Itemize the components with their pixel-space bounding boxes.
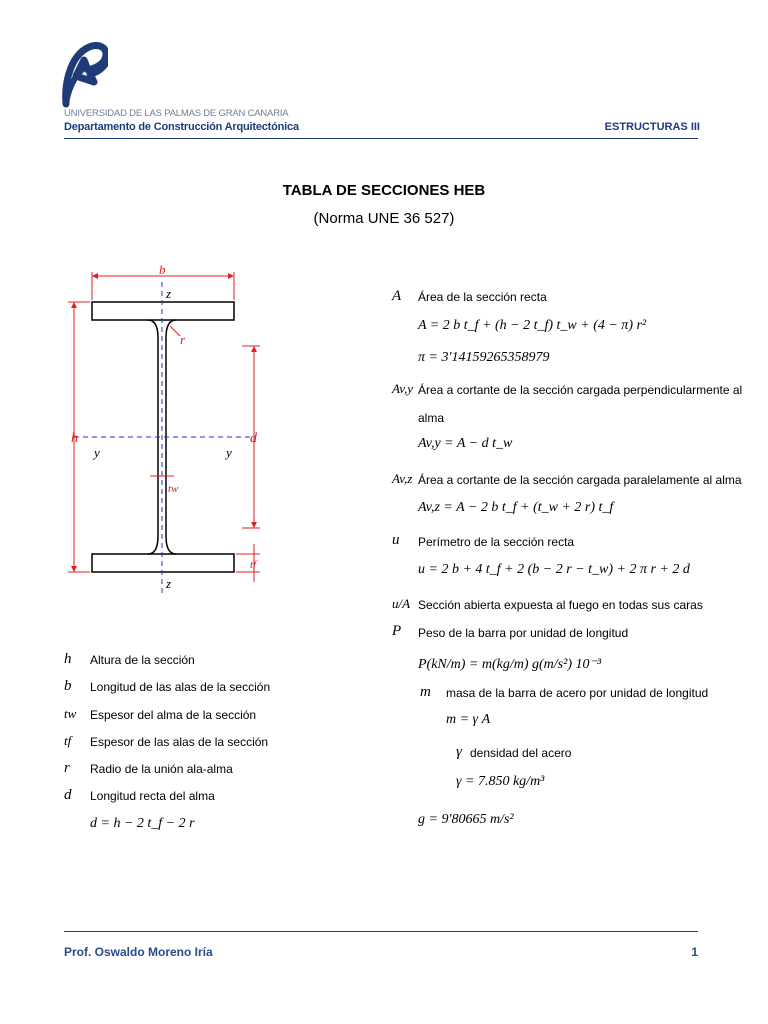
label-b: b xyxy=(159,262,166,277)
def-uA-text: Sección abierta expuesta al fuego en todas sus caras xyxy=(418,598,703,612)
eq-pi: π = 3'14159265358979 xyxy=(418,350,550,365)
def-tf-text: Espesor de las alas de la sección xyxy=(90,735,269,749)
header-divider xyxy=(64,138,698,139)
eq-Avz: Av,z = A − 2 b t_f + (t_w + 2 r) t_f xyxy=(418,500,614,515)
eq-A: A = 2 b t_f + (h − 2 t_f) t_w + (4 − π) r² xyxy=(418,318,647,333)
eq-g: g = 9'80665 m/s² xyxy=(418,812,514,827)
def-Avz-symbol: Av,z xyxy=(392,471,413,486)
def-h-symbol: h xyxy=(64,651,72,667)
def-d-text: Longitud recta del alma xyxy=(90,789,215,803)
def-Avy-symbol: Av,y xyxy=(392,381,414,396)
eq-gamma: γ = 7.850 kg/m³ xyxy=(456,774,545,789)
def-tw-text: Espesor del alma de la sección xyxy=(90,708,257,722)
r-pointer xyxy=(170,326,180,336)
footer-divider xyxy=(64,931,698,932)
heb-section-diagram xyxy=(60,258,270,598)
def-Avy-text1: Área a cortante de la sección cargada perpendicularmente al xyxy=(418,383,743,397)
def-A-symbol: A xyxy=(392,288,402,304)
course-name: ESTRUCTURAS III xyxy=(604,121,700,133)
page-number: 1 xyxy=(691,945,698,959)
eq-u: u = 2 b + 4 t_f + 2 (b − 2 r − t_w) + 2 π r + 2 d xyxy=(418,562,690,577)
def-Avy-text2: alma xyxy=(418,411,445,425)
top-flange xyxy=(92,302,234,320)
def-P-text: Peso de la barra por unidad de longitud xyxy=(418,626,629,640)
author-name: Prof. Oswaldo Moreno Iría xyxy=(64,945,213,959)
eq-m: m = γ A xyxy=(446,712,491,727)
label-tf: tf xyxy=(250,559,257,571)
bottom-flange xyxy=(92,554,234,572)
def-gamma-text: densidad del acero xyxy=(470,746,572,760)
page-subtitle: (Norma UNE 36 527) xyxy=(313,210,455,227)
label-tw: tw xyxy=(168,483,179,495)
def-tw-symbol: tw xyxy=(64,706,77,721)
def-b-symbol: b xyxy=(64,678,72,694)
university-logo xyxy=(62,42,108,108)
def-m-text: masa de la barra de acero por unidad de longitud xyxy=(446,686,709,700)
def-uA-symbol: u/A xyxy=(392,596,411,611)
label-h: h xyxy=(71,431,78,446)
def-r-text: Radio de la unión ala-alma xyxy=(90,762,233,776)
label-y-left: y xyxy=(94,445,100,460)
def-gamma-symbol: γ xyxy=(456,744,462,760)
page-title: TABLA DE SECCIONES HEB xyxy=(282,182,486,199)
def-r-symbol: r xyxy=(64,760,70,776)
def-h-text: Altura de la sección xyxy=(90,653,195,667)
def-m-symbol: m xyxy=(420,684,431,700)
department-name: Departamento de Construcción Arquitectónica xyxy=(64,121,299,133)
label-z-top: z xyxy=(166,286,172,301)
def-d-symbol: d xyxy=(64,787,72,803)
def-Avz-text: Área a cortante de la sección cargada paralelamente al alma xyxy=(418,473,742,487)
def-P-symbol: P xyxy=(392,623,402,639)
def-u-symbol: u xyxy=(392,532,400,548)
eq-d: d = h − 2 t_f − 2 r xyxy=(90,816,195,831)
eq-P: P(kN/m) = m(kg/m) g(m/s²) 10⁻³ xyxy=(418,657,602,672)
label-r: r xyxy=(180,332,186,347)
def-b-text: Longitud de las alas de la sección xyxy=(90,680,271,694)
def-u-text: Perímetro de la sección recta xyxy=(418,535,575,549)
eq-Avy: Av,y = A − d t_w xyxy=(418,436,513,451)
label-z-bottom: z xyxy=(166,576,172,591)
university-name: UNIVERSIDAD DE LAS PALMAS DE GRAN CANARIA xyxy=(64,108,289,119)
label-d: d xyxy=(250,431,257,446)
label-y-right: y xyxy=(226,445,232,460)
def-A-text: Área de la sección recta xyxy=(418,290,547,304)
def-tf-symbol: tf xyxy=(64,733,72,748)
